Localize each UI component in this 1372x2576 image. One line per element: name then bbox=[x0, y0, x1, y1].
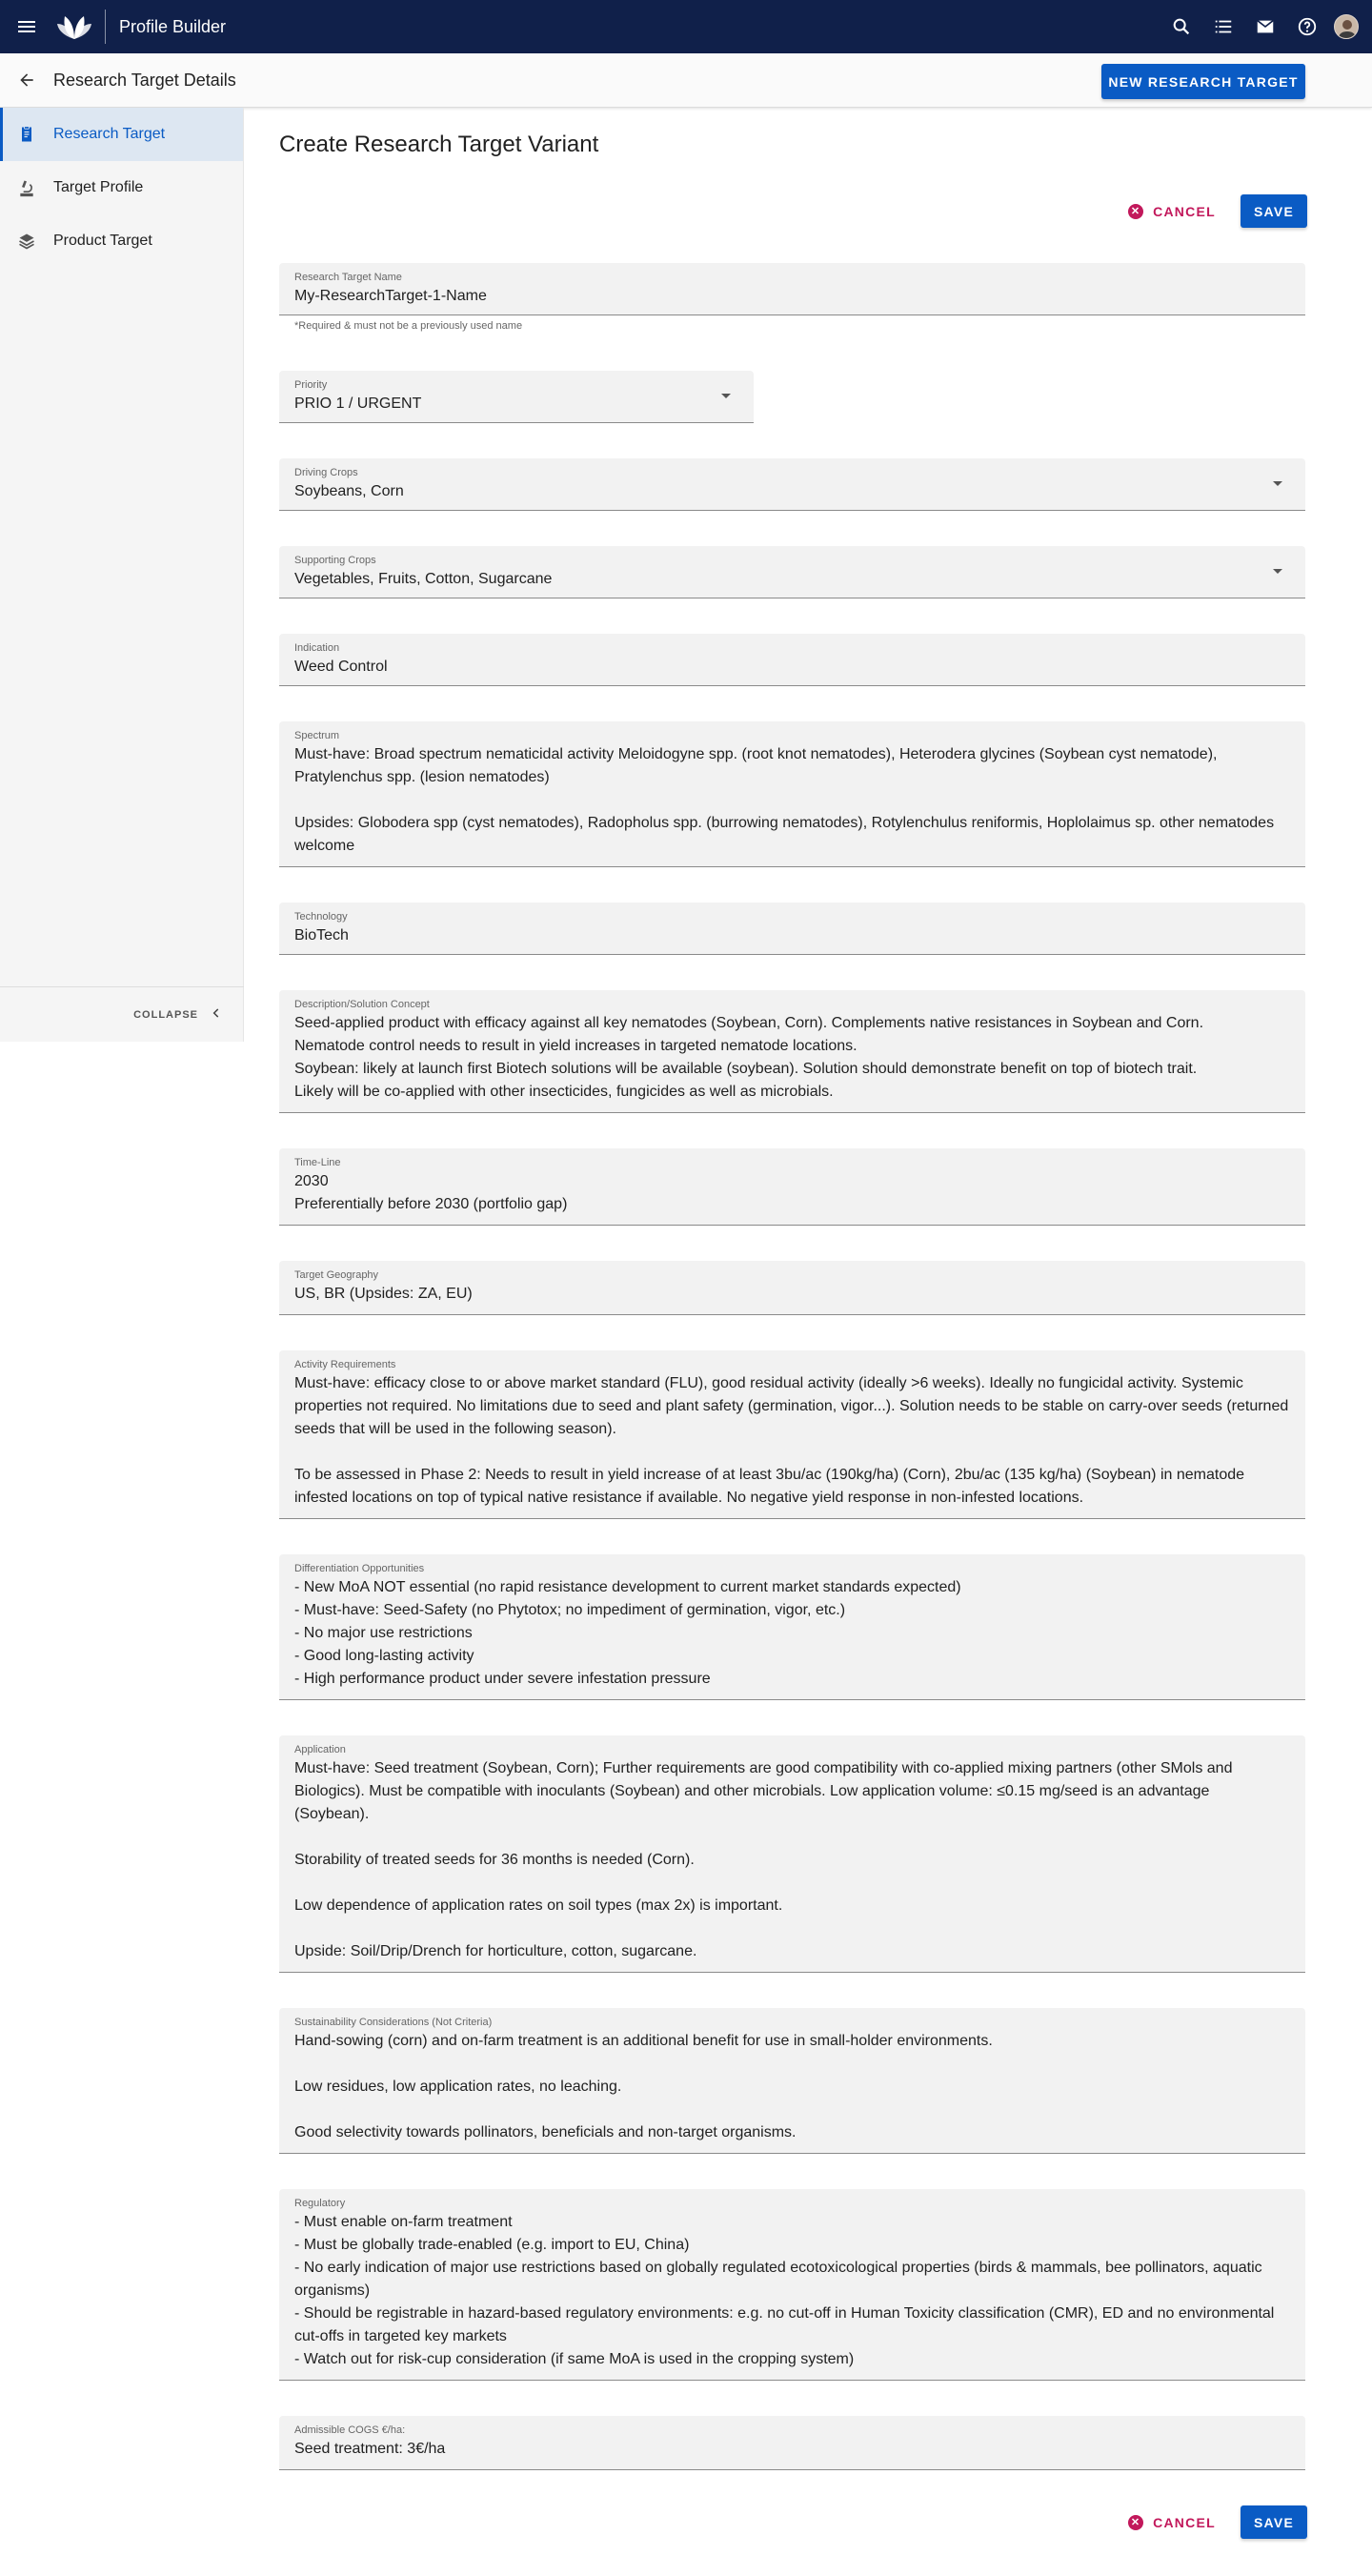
field-label: Regulatory bbox=[294, 2198, 346, 2209]
field-label: Research Target Name bbox=[294, 272, 402, 283]
sidebar bbox=[0, 108, 244, 1042]
field-label: Priority bbox=[294, 379, 328, 391]
application-field[interactable] bbox=[279, 1735, 1305, 1973]
field-value: 2030 Preferentially before 2030 (portfolio gap) bbox=[294, 1173, 568, 1212]
new-research-target-button[interactable]: NEW RESEARCH TARGET bbox=[1101, 64, 1305, 99]
appbar-divider bbox=[105, 10, 106, 44]
help-icon[interactable] bbox=[1286, 0, 1328, 53]
field-label: Differentiation Opportunities bbox=[294, 1563, 425, 1574]
target-geography-field[interactable] bbox=[279, 1261, 1305, 1315]
supporting-crops-select[interactable] bbox=[279, 546, 1305, 598]
app-title: Profile Builder bbox=[119, 16, 227, 36]
list-icon[interactable] bbox=[1202, 0, 1244, 53]
field-value: BioTech bbox=[294, 927, 349, 943]
field-label: Activity Requirements bbox=[294, 1359, 396, 1370]
field-value: Seed treatment: 3€/ha bbox=[294, 2441, 446, 2457]
field-value: Weed Control bbox=[294, 659, 388, 675]
microscope-icon bbox=[0, 178, 53, 197]
technology-field[interactable] bbox=[279, 903, 1305, 955]
form-actions-top bbox=[1115, 194, 1307, 228]
dropdown-arrow-icon bbox=[721, 394, 731, 398]
spectrum-field[interactable] bbox=[279, 721, 1305, 867]
field-value: My-ResearchTarget-1-Name bbox=[294, 288, 487, 304]
cogs-field[interactable] bbox=[279, 2416, 1305, 2470]
description-field[interactable] bbox=[279, 990, 1305, 1113]
user-avatar[interactable] bbox=[1334, 14, 1359, 39]
field-label: Target Geography bbox=[294, 1269, 379, 1281]
collapse-button[interactable] bbox=[0, 986, 244, 1042]
field-value: Must-have: Seed treatment (Soybean, Corn); Further requirements are good compatibility with co-applied mixing partners (other SMols and Biologics). Must be compatible with inoculants (Soybean) and other microbials. Low application volume: ≤0.15 mg/seed is an advantage (Soybean). Storability of treated seeds for 36 months is needed (Corn). Low dependence of application rates on soil types (max 2x) is important. Upside: Soil/Drip/Drench for horticulture, cotton, sugarcane. bbox=[294, 1760, 1233, 1959]
cancel-label: CANCEL bbox=[1153, 2514, 1216, 2530]
sidebar-item-target-profile[interactable] bbox=[0, 161, 243, 214]
clipboard-icon bbox=[0, 125, 53, 144]
field-value: US, BR (Upsides: ZA, EU) bbox=[294, 1286, 473, 1302]
appbar-actions bbox=[1160, 0, 1372, 53]
mail-icon[interactable] bbox=[1244, 0, 1286, 53]
top-app-bar bbox=[0, 0, 1372, 53]
layers-icon bbox=[0, 232, 53, 251]
activity-requirements-field[interactable] bbox=[279, 1350, 1305, 1519]
regulatory-field[interactable] bbox=[279, 2189, 1305, 2381]
field-value: Vegetables, Fruits, Cotton, Sugarcane bbox=[294, 571, 553, 587]
differentiation-field[interactable] bbox=[279, 1554, 1305, 1700]
timeline-field[interactable] bbox=[279, 1148, 1305, 1226]
sidebar-item-research-target[interactable] bbox=[0, 108, 243, 161]
indication-field[interactable] bbox=[279, 634, 1305, 686]
field-label: Driving Crops bbox=[294, 467, 358, 478]
sidebar-item-label: Target Profile bbox=[53, 179, 144, 195]
cancel-label: CANCEL bbox=[1153, 203, 1216, 219]
leaf-logo-icon bbox=[55, 8, 93, 46]
field-label: Admissible COGS €/ha: bbox=[294, 2424, 406, 2436]
field-value: Soybeans, Corn bbox=[294, 483, 404, 499]
sidebar-item-label: Research Target bbox=[53, 126, 166, 142]
field-value: PRIO 1 / URGENT bbox=[294, 396, 422, 412]
field-label: Description/Solution Concept bbox=[294, 999, 430, 1010]
field-value: Hand-sowing (corn) and on-farm treatment is an additional benefit for use in small-holder environments. Low residues, low application rates, no leaching. Good selectivity towards pollinators, beneficials and non-target organisms. bbox=[294, 2033, 993, 2140]
collapse-label: COLLAPSE bbox=[133, 1008, 198, 1021]
field-label: Time-Line bbox=[294, 1157, 341, 1168]
driving-crops-select[interactable] bbox=[279, 458, 1305, 511]
search-icon[interactable] bbox=[1160, 0, 1202, 53]
save-button[interactable]: SAVE bbox=[1241, 2505, 1307, 2539]
save-button[interactable]: SAVE bbox=[1241, 194, 1307, 228]
field-label: Sustainability Considerations (Not Criteria) bbox=[294, 2017, 493, 2028]
field-value: Must-have: efficacy close to or above market standard (FLU), good residual activity (ideally >6 weeks). Ideally no fungicidal activity. Systemic properties not required. No limitations due to seed and plant safety (germination, vigor...). Solution needs to be stable on carry-over seeds (returned seeds that will be used in the following season). To be assessed in Phase 2: Needs to result in yield increase of at least 3bu/ac (190kg/ha) (Corn), 2bu/ac (135 kg/ha) (Soybean) in nematode infested locations on top of typical native resistance if available. No negative yield response in non-infested locations. bbox=[294, 1375, 1289, 1506]
field-value: - Must enable on-farm treatment - Must be globally trade-enabled (e.g. import to EU, China) - No early indication of major use restrictions based on globally regulated ecotoxicological properties (birds & mammals, bee pollinators, aquatic organisms) - Should be registrable in hazard-based regulatory environments: e.g. no cut-off in Human Toxicity classification (CMR), ED and no environmental cut-offs in targeted key markets - Watch out for risk-cup consideration (if same MoA is used in the cropping system) bbox=[294, 2214, 1275, 2367]
back-arrow-icon[interactable] bbox=[0, 53, 53, 107]
chevron-left-icon bbox=[210, 1006, 223, 1023]
field-label: Application bbox=[294, 1744, 346, 1755]
cancel-button[interactable] bbox=[1115, 194, 1229, 228]
dropdown-arrow-icon bbox=[1273, 481, 1282, 486]
sustainability-field[interactable] bbox=[279, 2008, 1305, 2154]
field-value: Seed-applied product with efficacy against all key nematodes (Soybean, Corn). Complements native resistances in Soybean and Corn. Nematode control needs to result in yield increases in targeted nematode locations. Soybean: likely at launch first Biotech solutions will be available (soybean). Solution should demonstrate benefit on top of biotech trait. Likely will be co-applied with other insecticides, fungicides as well as microbials. bbox=[294, 1015, 1204, 1100]
details-header bbox=[0, 53, 1372, 108]
field-label: Spectrum bbox=[294, 730, 340, 741]
priority-select[interactable] bbox=[279, 371, 754, 423]
name-hint: *Required & must not be a previously used name bbox=[294, 320, 523, 332]
field-label: Supporting Crops bbox=[294, 555, 376, 566]
field-value: - New MoA NOT essential (no rapid resistance development to current market standards expected) - Must-have: Seed-Safety (no Phytotox; no impediment of germination, vigor, etc.) - No major use restrictions - Good long-lasting activity - High performance product under severe infestation pressure bbox=[294, 1579, 961, 1687]
field-label: Indication bbox=[294, 642, 340, 654]
sidebar-item-product-target[interactable] bbox=[0, 214, 243, 268]
details-title: Research Target Details bbox=[53, 70, 236, 90]
research-target-name-field[interactable] bbox=[279, 263, 1305, 315]
field-label: Technology bbox=[294, 911, 348, 923]
sidebar-item-label: Product Target bbox=[53, 233, 152, 249]
cancel-icon: ✕ bbox=[1128, 204, 1143, 219]
field-value: Must-have: Broad spectrum nematicidal activity Meloidogyne spp. (root knot nematodes), Heterodera glycines (Soybean cyst nematode), Pratylenchus spp. (lesion nematodes) Upsides: Globodera spp (cyst nematodes), Radopholus spp. (burrowing nematodes), Rotylenchulus reniformis, Hoplolaimus sp. other nematodes welcome bbox=[294, 746, 1275, 854]
cancel-button[interactable] bbox=[1115, 2505, 1229, 2539]
form-actions-bottom bbox=[1115, 2505, 1307, 2539]
dropdown-arrow-icon bbox=[1273, 569, 1282, 574]
cancel-icon: ✕ bbox=[1128, 2515, 1143, 2530]
page-title: Create Research Target Variant bbox=[279, 132, 599, 157]
menu-icon[interactable] bbox=[0, 0, 53, 53]
